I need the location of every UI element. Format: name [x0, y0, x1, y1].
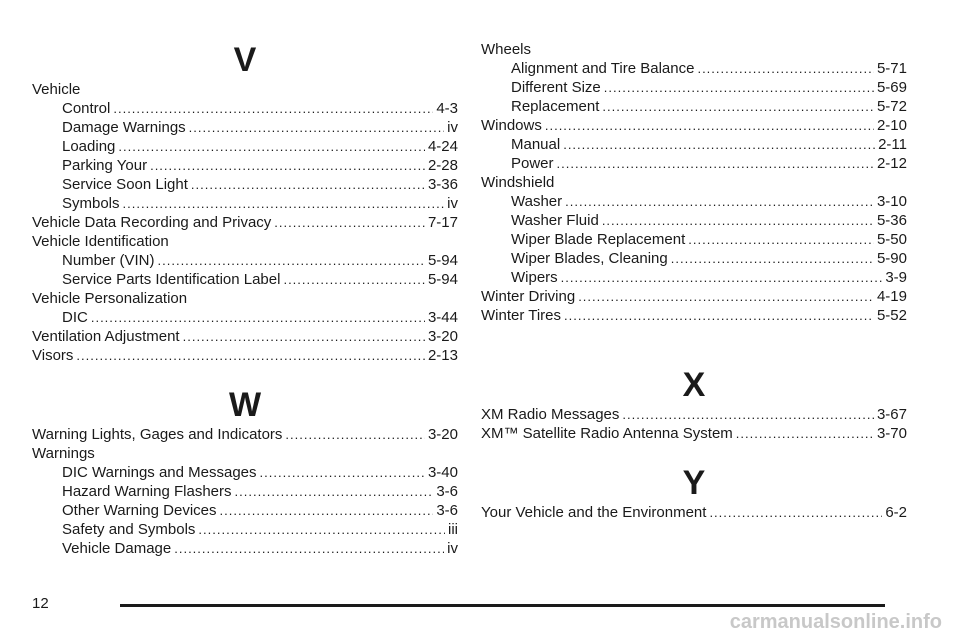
entry-title: Parking Your [62, 157, 148, 174]
dot-leader [123, 194, 445, 213]
entry-title: Manual [511, 136, 561, 153]
index-entry [32, 80, 458, 99]
entry-page: 3-44 [427, 309, 458, 326]
entry-page: 7-17 [427, 214, 458, 231]
index-subentry [32, 308, 458, 327]
dot-leader [235, 482, 434, 501]
index-subentry [32, 501, 458, 520]
entry-title: Winter Driving [481, 288, 576, 305]
dot-leader [285, 425, 425, 444]
section-letter: V [233, 41, 257, 79]
entry-page: 3-9 [885, 269, 907, 286]
entry-page: 3-67 [876, 406, 907, 423]
entry-title: Number (VIN) [62, 252, 155, 269]
entry-title: Alignment and Tire Balance [511, 60, 695, 77]
dot-leader [76, 346, 425, 365]
index-column-left [32, 40, 458, 558]
entry-title: Symbols [62, 195, 120, 212]
entry-title: Windshield [481, 174, 555, 191]
index-subentry [481, 97, 907, 116]
dot-leader [557, 154, 874, 173]
dot-leader [220, 501, 434, 520]
dot-leader [709, 503, 882, 522]
dot-leader [561, 268, 883, 287]
entry-title: Wiper Blades, Cleaning [511, 250, 668, 267]
dot-leader [545, 116, 874, 135]
entry-page: 4-24 [427, 138, 458, 155]
entry-page: 5-50 [876, 231, 907, 248]
index-subentry [32, 539, 458, 558]
dot-leader [671, 249, 874, 268]
entry-page: 5-71 [876, 60, 907, 77]
index-subentry [32, 463, 458, 482]
entry-title: Loading [62, 138, 116, 155]
footer-rule [120, 604, 885, 607]
dot-leader [622, 405, 874, 424]
entry-page: iv [447, 540, 458, 557]
index-subentry [481, 192, 907, 211]
entry-title: Washer [511, 193, 563, 210]
dot-leader [602, 211, 874, 230]
entry-title: Service Soon Light [62, 176, 188, 193]
entry-page: 4-19 [876, 288, 907, 305]
entry-page: 3-6 [436, 502, 458, 519]
index-entry [481, 40, 907, 59]
section-letter: X [682, 366, 706, 404]
index-entry [481, 503, 907, 522]
entry-page: 5-52 [876, 307, 907, 324]
section-gap [481, 443, 907, 463]
entry-title: Service Parts Identification Label [62, 271, 281, 288]
dot-leader [602, 97, 874, 116]
entry-title: Ventilation Adjustment [32, 328, 180, 345]
entry-title: Warnings [32, 445, 95, 462]
entry-page: 2-28 [427, 157, 458, 174]
dot-leader [563, 135, 875, 154]
entry-title: Wiper Blade Replacement [511, 231, 686, 248]
dot-leader [274, 213, 425, 232]
index-entry [481, 306, 907, 325]
index-subentry [481, 59, 907, 78]
entry-title: Your Vehicle and the Environment [481, 504, 707, 521]
entry-title: Different Size [511, 79, 601, 96]
index-subentry [32, 175, 458, 194]
index-subentry [32, 194, 458, 213]
index-subentry [32, 156, 458, 175]
entry-page: 2-13 [427, 347, 458, 364]
index-entry [32, 327, 458, 346]
index-entry [481, 287, 907, 306]
dot-leader [183, 327, 425, 346]
entry-title: XM Radio Messages [481, 406, 620, 423]
entry-title: Damage Warnings [62, 119, 186, 136]
entry-title: Winter Tires [481, 307, 562, 324]
index-subentry [32, 482, 458, 501]
entry-title: Vehicle Data Recording and Privacy [32, 214, 272, 231]
index-entry [32, 346, 458, 365]
dot-leader [118, 137, 425, 156]
entry-page: 3-40 [427, 464, 458, 481]
entry-title: Warning Lights, Gages and Indicators [32, 426, 283, 443]
index-entry [481, 116, 907, 135]
dot-leader [113, 99, 433, 118]
entry-title: Wipers [511, 269, 558, 286]
section-gap [32, 365, 458, 385]
entry-title: XM™ Satellite Radio Antenna System [481, 425, 733, 442]
index-subentry [481, 78, 907, 97]
entry-title: Washer Fluid [511, 212, 599, 229]
dot-leader [578, 287, 874, 306]
entry-title: Vehicle Personalization [32, 290, 188, 307]
watermark: carmanualsonline.info [729, 611, 942, 633]
entry-page: 3-6 [436, 483, 458, 500]
index-subentry [32, 99, 458, 118]
entry-page: 3-20 [427, 426, 458, 443]
entry-title: Hazard Warning Flashers [62, 483, 232, 500]
section-gap [481, 325, 907, 345]
entry-page: 5-36 [876, 212, 907, 229]
dot-leader [736, 424, 874, 443]
entry-title: Vehicle Identification [32, 233, 169, 250]
entry-page: 6-2 [885, 504, 907, 521]
dot-leader [158, 251, 425, 270]
entry-page: 4-3 [436, 100, 458, 117]
entry-title: Control [62, 100, 111, 117]
dot-leader [604, 78, 874, 97]
index-subentry [481, 249, 907, 268]
index-subentry [32, 251, 458, 270]
index-entry [32, 213, 458, 232]
index-subentry [481, 230, 907, 249]
index-subentry [481, 211, 907, 230]
dot-leader [91, 308, 425, 327]
entry-title: Replacement [511, 98, 600, 115]
entry-page: 5-94 [427, 252, 458, 269]
dot-leader [174, 539, 444, 558]
dot-leader [697, 59, 874, 78]
entry-title: Power [511, 155, 554, 172]
entry-page: 2-10 [876, 117, 907, 134]
entry-title: Vehicle Damage [62, 540, 172, 557]
entry-page: iii [448, 521, 458, 538]
entry-page: 3-10 [876, 193, 907, 210]
index-entry [32, 444, 458, 463]
index-subentry [481, 135, 907, 154]
dot-leader [191, 175, 425, 194]
index-subentry [32, 270, 458, 289]
index-subentry [481, 268, 907, 287]
entry-page: 3-70 [876, 425, 907, 442]
entry-page: iv [447, 195, 458, 212]
dot-leader [260, 463, 425, 482]
entry-page: 3-36 [427, 176, 458, 193]
entry-title: Windows [481, 117, 542, 134]
section-gap [481, 345, 907, 365]
index-subentry [32, 520, 458, 539]
index-entry [481, 424, 907, 443]
dot-leader [198, 520, 445, 539]
entry-page: iv [447, 119, 458, 136]
index-subentry [32, 137, 458, 156]
entry-page: 3-20 [427, 328, 458, 345]
index-entry [481, 405, 907, 424]
entry-title: Visors [32, 347, 74, 364]
entry-page: 2-12 [876, 155, 907, 172]
dot-leader [688, 230, 874, 249]
page-number: 12 [32, 595, 49, 612]
dot-leader [565, 192, 874, 211]
dot-leader [283, 270, 425, 289]
entry-title: DIC Warnings and Messages [62, 464, 257, 481]
entry-page: 5-90 [876, 250, 907, 267]
dot-leader [189, 118, 444, 137]
section-letter: Y [682, 464, 706, 502]
index-subentry [32, 118, 458, 137]
index-subentry [481, 154, 907, 173]
index-entry [32, 425, 458, 444]
index-entry [481, 173, 907, 192]
index-entry [32, 232, 458, 251]
entry-page: 2-11 [878, 136, 907, 153]
entry-page: 5-94 [427, 271, 458, 288]
entry-page: 5-69 [876, 79, 907, 96]
entry-title: Safety and Symbols [62, 521, 196, 538]
entry-page: 5-72 [876, 98, 907, 115]
index-entry [32, 289, 458, 308]
index-column-right [481, 40, 907, 522]
entry-title: Wheels [481, 41, 532, 58]
dot-leader [564, 306, 874, 325]
dot-leader [150, 156, 425, 175]
section-letter: W [228, 386, 262, 424]
entry-title: DIC [62, 309, 88, 326]
entry-title: Vehicle [32, 81, 81, 98]
entry-title: Other Warning Devices [62, 502, 217, 519]
